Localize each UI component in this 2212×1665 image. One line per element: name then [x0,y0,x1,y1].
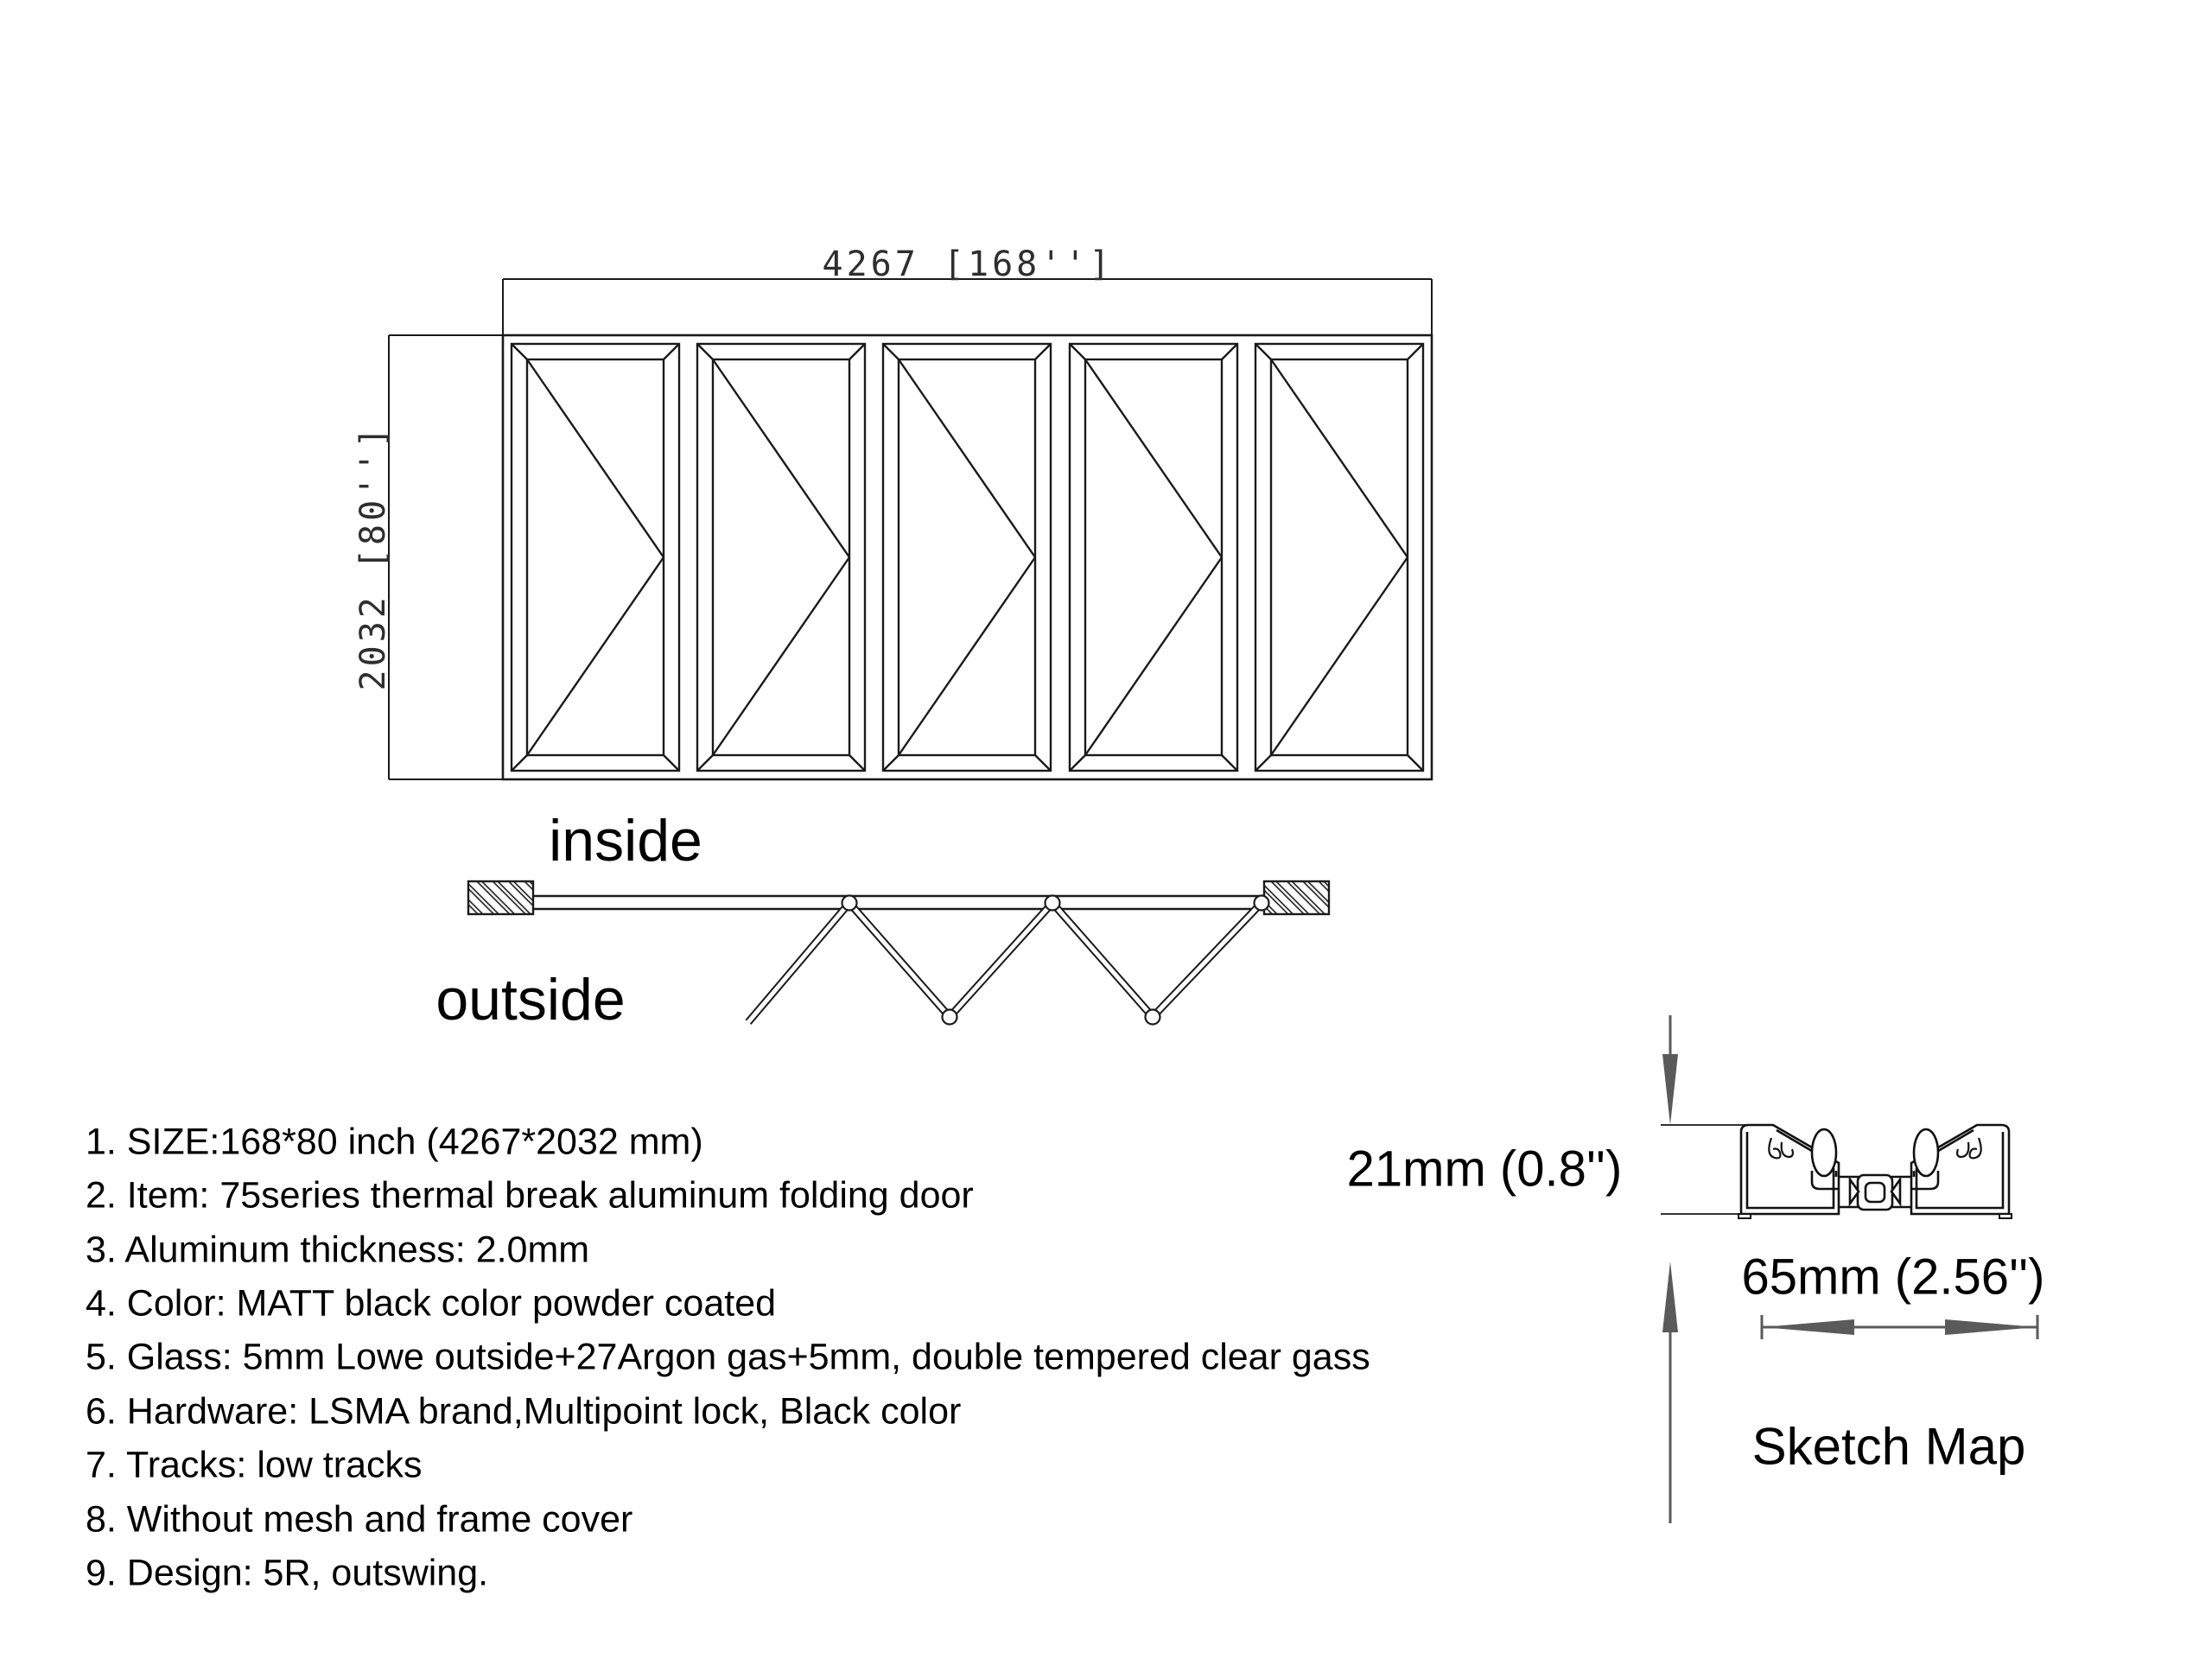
door-panel-5 [1255,344,1423,771]
height-dimension-lines [389,335,503,779]
profile-left-half [1738,1125,1839,1218]
spec-line-8: 8. Without mesh and frame cover [86,1498,633,1541]
door-panel-3 [883,344,1051,771]
inside-label: inside [549,808,702,874]
profile-right-half [1911,1125,2012,1218]
height-dimension-label: 2032 [80''] [353,423,393,691]
outside-label: outside [435,967,626,1033]
wall-block-left [468,881,533,914]
spec-line-5: 5. Glass: 5mm Lowe outside+27Argon gas+5mm, double tempered clear gass [86,1336,1370,1378]
spec-line-4: 4. Color: MATT black color powder coated [86,1282,777,1325]
spec-line-7: 7. Tracks: low tracks [86,1444,423,1486]
spec-line-1: 1. SIZE:168*80 inch (4267*2032 mm) [86,1121,703,1163]
width-dimension-lines [503,279,1432,335]
door-track [533,896,1264,909]
width-dimension-label: 4267 [168''] [822,245,1114,284]
door-outer-frame [503,335,1432,779]
folded-panels-zigzag [748,896,1269,1025]
door-elevation [503,335,1432,779]
wall-block-right [1264,881,1329,914]
door-panel-4 [1070,344,1237,771]
door-panel-1 [512,344,679,771]
profile-center-coupling [1839,1175,1911,1210]
profile-height-label: 21mm (0.8'') [1346,1141,1623,1198]
spec-line-3: 3. Aluminum thickness: 2.0mm [86,1229,590,1271]
spec-line-2: 2. Item: 75series thermal break aluminum folding door [86,1174,974,1217]
sketch-map-title: Sketch Map [1751,1417,2026,1476]
spec-line-9: 9. Design: 5R, outswing. [86,1552,489,1594]
profile-width-label: 65mm (2.56'') [1741,1249,2045,1306]
width-dim-arrows [1762,1315,2037,1339]
door-panel-2 [697,344,865,771]
spec-line-6: 6. Hardware: LSMA brand,Multipoint lock, Black color [86,1390,962,1433]
